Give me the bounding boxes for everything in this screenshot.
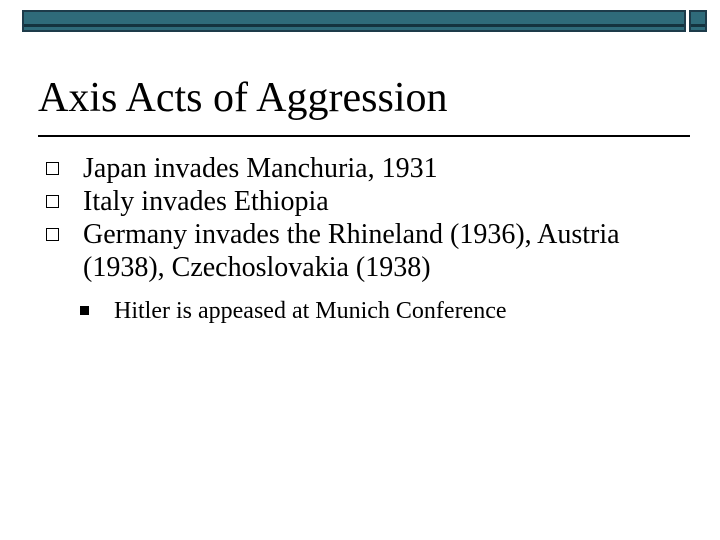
sub-bullet-item-munich: [80, 296, 684, 326]
bullet-text: Germany invades the Rhineland (1936), Austria (1938), Czechoslovakia (1938): [83, 219, 620, 283]
bullet-text: Japan invades Manchuria, 1931: [83, 153, 438, 184]
sub-bullet-text: Hitler is appeased at Munich Conference: [114, 298, 507, 324]
title-underline: [38, 135, 690, 137]
bullet-item-germany: [44, 218, 684, 326]
bullet-text: Italy invades Ethiopia: [83, 186, 329, 217]
hollow-square-bullet-icon: [46, 162, 59, 175]
bullet-item-japan: [44, 152, 684, 185]
hollow-square-bullet-icon: [46, 195, 59, 208]
slide-title: Axis Acts of Aggression: [38, 75, 448, 121]
bullet-item-italy: [44, 185, 684, 218]
hollow-square-bullet-icon: [46, 228, 59, 241]
header-decorative-bar: [22, 10, 686, 32]
bullet-list: [44, 152, 684, 326]
filled-square-bullet-icon: [80, 306, 89, 315]
header-decorative-square: [689, 10, 707, 32]
sub-bullet-list: [83, 296, 684, 326]
